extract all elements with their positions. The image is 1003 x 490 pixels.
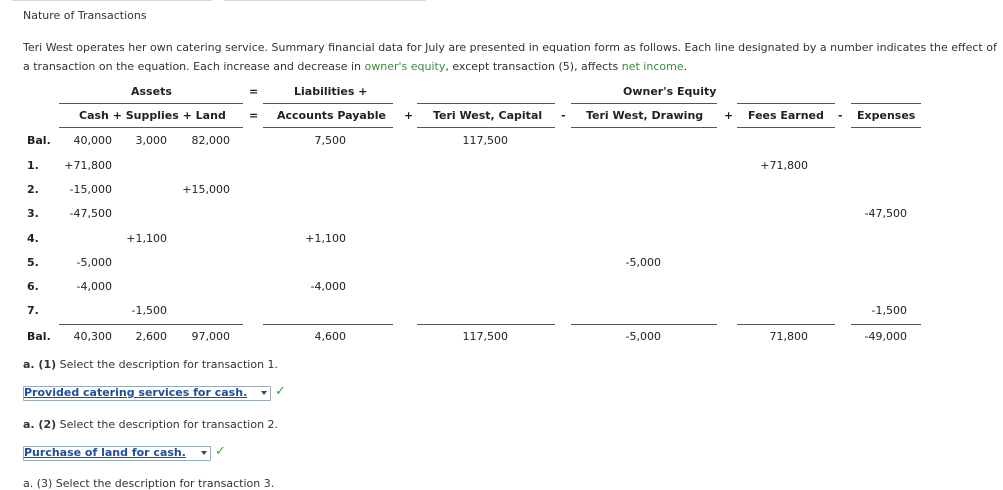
cell-expenses: -47,500	[864, 207, 907, 220]
row-label: 6.	[27, 280, 39, 293]
totals-rule	[59, 324, 243, 325]
header-rule	[737, 103, 835, 104]
chevron-down-icon[interactable]	[201, 451, 207, 455]
minus-sign: -	[838, 109, 843, 122]
cell-cash: -15,000	[69, 183, 112, 196]
expenses-header: Expenses	[857, 109, 916, 122]
cell-supplies: 3,000	[135, 134, 167, 147]
intro-text: , except transaction (5), affects	[445, 60, 622, 73]
fees-earned-header: Fees Earned	[748, 109, 824, 122]
header-rule	[417, 127, 555, 128]
header-rule	[851, 127, 921, 128]
cell-capital: 117,500	[462, 330, 508, 343]
assets-column-header: Cash + Supplies + Land	[79, 109, 226, 122]
header-rule	[571, 127, 717, 128]
question-2	[23, 418, 278, 431]
cell-cash: -47,500	[69, 207, 112, 220]
assets-group-header: Assets	[131, 85, 172, 98]
question-1	[23, 358, 278, 371]
header-rule	[851, 103, 921, 104]
owners-equity-group-header: Owner's Equity	[623, 85, 717, 98]
cell-land: +15,000	[182, 183, 230, 196]
cell-cash: +71,800	[64, 159, 112, 172]
cell-cash: 40,000	[73, 134, 112, 147]
cell-supplies: -1,500	[131, 304, 167, 317]
selected-value: Provided catering services for cash.	[24, 386, 248, 399]
question-prefix: a. (1)	[23, 358, 57, 371]
cell-ap: 4,600	[314, 330, 346, 343]
totals-rule	[263, 324, 393, 325]
question-3-partial: a. (3) Select the description for transaction 3.	[23, 477, 275, 490]
top-divider	[224, 0, 426, 1]
cell-ap: 7,500	[314, 134, 346, 147]
chevron-down-icon[interactable]	[261, 391, 267, 395]
plus-sign: +	[724, 109, 734, 122]
top-divider	[12, 0, 212, 1]
intro-text: Teri West operates her own catering service. Summary financial data for July are presented in equation form as follows. Each line designated by a number indicates the effect of a transaction on the equation. Each increase and decrease in	[23, 41, 997, 73]
header-rule	[263, 103, 393, 104]
capital-header: Teri West, Capital	[433, 109, 543, 122]
cell-supplies: +1,100	[126, 232, 167, 245]
header-rule	[571, 103, 717, 104]
question-text: Select the description for transaction 2.	[56, 418, 279, 431]
page-title: Nature of Transactions	[23, 9, 147, 22]
net-income-link[interactable]: net income	[621, 60, 684, 73]
cell-land: 82,000	[191, 134, 230, 147]
cell-expenses: -49,000	[864, 330, 907, 343]
selected-value: Purchase of land for cash.	[24, 446, 186, 459]
totals-rule	[851, 324, 921, 325]
totals-rule	[571, 324, 717, 325]
cell-cash: -5,000	[76, 256, 112, 269]
question-prefix: a. (2)	[23, 418, 57, 431]
totals-rule	[737, 324, 835, 325]
plus-sign: +	[404, 109, 414, 122]
equals-sign: =	[249, 85, 259, 98]
row-label: 4.	[27, 232, 39, 245]
cell-fees: +71,800	[760, 159, 808, 172]
row-label: Bal.	[27, 134, 51, 147]
row-label: 3.	[27, 207, 39, 220]
header-rule	[263, 127, 393, 128]
row-label: 1.	[27, 159, 39, 172]
owners-equity-link[interactable]: owner's equity	[364, 60, 446, 73]
cell-fees: 71,800	[769, 330, 808, 343]
totals-rule	[417, 324, 555, 325]
cell-expenses: -1,500	[871, 304, 907, 317]
row-label: Bal.	[27, 330, 51, 343]
cell-ap: +1,100	[305, 232, 346, 245]
cell-capital: 117,500	[462, 134, 508, 147]
transaction-1-select[interactable]	[23, 386, 271, 401]
cell-ap: -4,000	[310, 280, 346, 293]
header-rule	[59, 103, 243, 104]
question-text: Select the description for transaction 1.	[56, 358, 279, 371]
minus-sign: -	[561, 109, 566, 122]
cell-cash: -4,000	[76, 280, 112, 293]
header-rule	[737, 127, 835, 128]
row-label: 2.	[27, 183, 39, 196]
equals-sign: =	[249, 109, 259, 122]
cell-supplies: 2,600	[135, 330, 167, 343]
check-icon: ✓	[215, 444, 226, 459]
cell-drawing: -5,000	[625, 256, 661, 269]
row-label: 5.	[27, 256, 39, 269]
header-rule	[417, 103, 555, 104]
row-label: 7.	[27, 304, 39, 317]
drawing-header: Teri West, Drawing	[586, 109, 704, 122]
accounts-payable-header: Accounts Payable	[277, 109, 386, 122]
check-icon: ✓	[275, 384, 286, 399]
cell-drawing: -5,000	[625, 330, 661, 343]
cell-cash: 40,300	[73, 330, 112, 343]
intro-text: .	[683, 60, 688, 73]
liabilities-group-header: Liabilities +	[294, 85, 368, 98]
intro-paragraph	[23, 38, 998, 76]
header-rule	[59, 127, 243, 128]
transaction-2-select[interactable]	[23, 446, 211, 461]
cell-land: 97,000	[191, 330, 230, 343]
